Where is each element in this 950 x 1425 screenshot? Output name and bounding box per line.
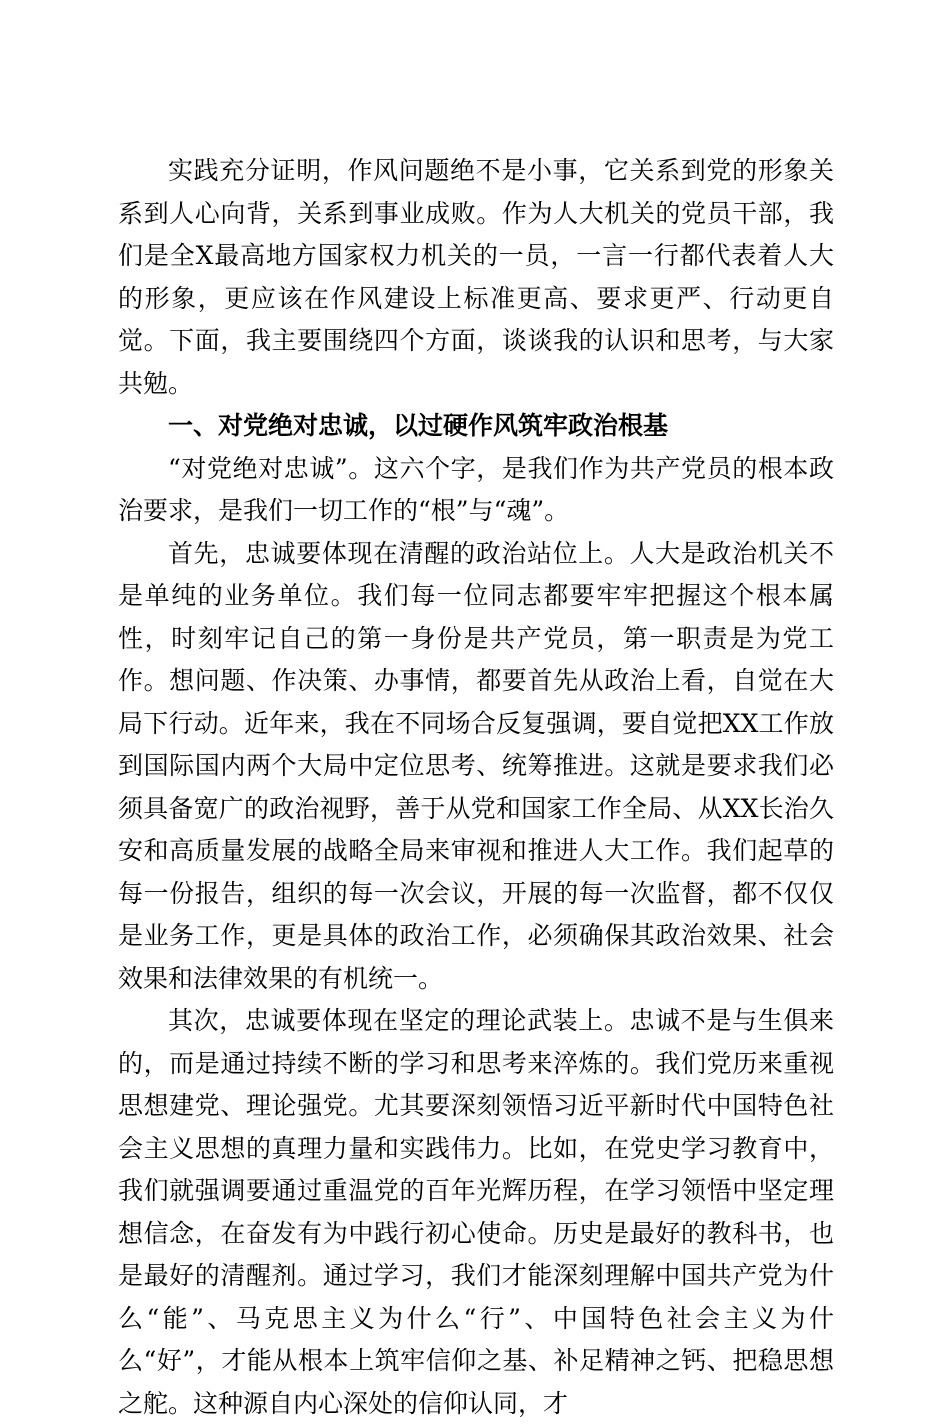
body-paragraph-first: 首先，忠诚要体现在清醒的政治站位上。人大是政治机关不是单纯的业务单位。我们每一位同志都要牢牢把握这个根本属性，时刻牢记自己的第一身份是共产党员，第一职责是为党工作。想问题、作决策、办事情，都要首先从政治上看，自觉在大局下行动。近年来，我在不同场合反复强调，要自觉把XX工作放到国际国内两个大局中定位思考、统筹推进。这就是要求我们必须具备宽广的政治视野，善于从党和国家工作全局、从XX长治久安和高质量发展的战略全局来审视和推进人大工作。我们起草的每一份报告，组织的每一次会议，开展的每一次监督，都不仅仅是业务工作，更是具体的政治工作，必须确保其政治效果、社会效果和法律效果的有机统一。 [118,538,834,993]
body-paragraph-second: 其次，忠诚要体现在坚定的理论武装上。忠诚不是与生俱来的，而是通过持续不断的学习和思考来淬炼的。我们党历来重视思想建党、理论强党。尤其要深刻领悟习近平新时代中国特色社会主义思想的真理力量和实践伟力。比如，在党史学习教育中，我们就强调要通过重温党的百年光辉历程，在学习领悟中坚定理想信念，在奋发有为中践行初心使命。历史是最好的教科书，也是最好的清醒剂。通过学习，我们才能深刻理解中国共产党为什么“能”、马克思主义为什么“行”、中国特色社会主义为什么“好”，才能从根本上筑牢信仰之基、补足精神之钙、把稳思想之舵。这种源自内心深处的信仰认同，才 [118,1006,834,1418]
section-heading: 一、对党绝对忠诚，以过硬作风筑牢政治根基 [168,411,669,440]
intro-paragraph: 实践充分证明，作风问题绝不是小事，它关系到党的形象关系到人心向背，关系到事业成败。作为人大机关的党员干部，我们是全X最高地方国家权力机关的一员，一言一行都代表着人大的形象，更应该在作风建设上标准更高、要求更严、行动更自觉。下面，我主要围绕四个方面，谈谈我的认识和思考，与大家共勉。 [118,156,834,398]
quote-paragraph: “对党绝对忠诚”。这六个字，是我们作为共产党员的根本政治要求，是我们一切工作的“根”与“魂”。 [118,453,834,525]
document-body [118,150,834,1425]
